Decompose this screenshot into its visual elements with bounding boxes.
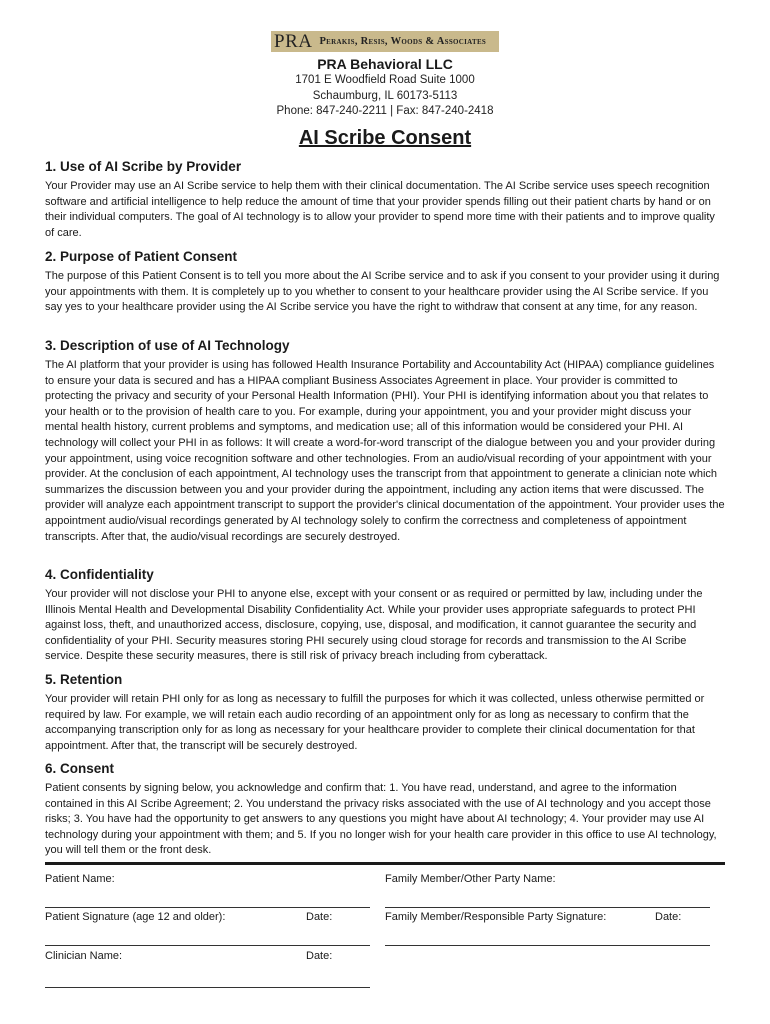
patient-signature-date-label: Date: xyxy=(306,911,333,923)
org-name: PRA Behavioral LLC xyxy=(317,56,453,72)
section-body: The purpose of this Patient Consent is to tell you more about the AI Scribe service and to ask if you consent to your provider using it during your appointments with them. It is completely up to you whether to consent to your healthcare provider using the AI Scribe service. If you say yes to your healthcare provider using the AI Scribe service you have the right to withdraw that consent at any time, for any reason. xyxy=(45,270,720,314)
section-body: Your provider will not disclose your PHI to anyone else, except with your consent or as required or permitted by law, including under the Illinois Mental Health and Developmental Disability Confidentiality Act. While your provider uses appropriate safeguards to protect PHI against loss, theft, and unauthorized access, disclosure, copying, use, disposal, and modification, it cannot guarantee the security and confidentiality of your PHI. Security measures storing PHI securely using cloud storage for records and transmission to the AI Scribe service. Despite these security measures, there is still risk of privacy breach including from cyberattack. xyxy=(45,588,703,663)
clinician-name-label: Clinician Name: xyxy=(45,950,123,962)
logo-mark: PRA xyxy=(274,31,313,52)
family-signature-label: Family Member/Responsible Party Signature: xyxy=(385,911,607,923)
section-body: Your Provider may use an AI Scribe service to help them with their clinical documentation. The AI Scribe service uses speech recognition software and artificial intelligence to help reduce the amount of time that your provider spends filling out their patient charts by hand or on their individual computers. The goal of AI technology is to allow your provider to spend more time with their patients and to improve quality of care. xyxy=(45,180,715,239)
company-logo xyxy=(271,31,499,52)
section-use-of-ai-scribe xyxy=(45,158,725,241)
section-body: Your provider will retain PHI only for as long as necessary to fulfill the purposes for which it was collected, unless otherwise permitted or required by law. For example, we will retain each audio recording of an appointment only for as long as necessary to confirm that the accompanying transcription only for as long as necessary for your healthcare provider to complete their clinical documentation for that appointment. After that, the transcript will be securely destroyed. xyxy=(45,693,705,752)
section-heading: 6. Consent xyxy=(45,761,115,776)
section-description-of-ai xyxy=(45,337,725,545)
section-heading: 3. Description of use of AI Technology xyxy=(45,338,290,353)
document-title: AI Scribe Consent xyxy=(298,127,472,149)
org-address-line1: 1701 E Woodfield Road Suite 1000 xyxy=(295,74,475,86)
section-heading: 2. Purpose of Patient Consent xyxy=(45,249,238,264)
section-body: The AI platform that your provider is using has followed Health Insurance Portability and Accountability Act (HIPAA) compliance guidelines to ensure your data is secured and has a HIPAA compliant Business Associates Agreement in place. Your provider is committed to protecting the privacy and security of your Personal Health Information (PHI). Your PHI is identifying information about you that relates to your health or to the provision of health care to you. For example, during your appointment, you and your provider might discuss your mental health history, current problems and symptoms, and medication use; all of this information would be considered your PHI. AI technology will collect your PHI in as follows: It will create a word-for-word transcript of the dialogue between you and your provider during your appointment, using voice recognition software and other technologies. From an audio/visual recording of your appointment with your provider. At the conclusion of each appointment, AI technology uses the transcript from that appointment to generate a clinician note which summarizes the discussion between you and your provider during the appointment, including any action items that were discussed. The provider will analyze each appointment transcript to support the provider's clinical documentation of the appointment. Your provider uses the appointment audio/visual recordings generated by AI technology solely to confirm the correctness and completeness of appointment transcripts. After that, the audio/visual recordings are securely destroyed. xyxy=(45,359,725,543)
logo-name: Perakis, Resis, Woods & Associates xyxy=(319,36,487,47)
org-address-line2: Schaumburg, IL 60173-5113 xyxy=(312,90,458,102)
family-member-name-label: Family Member/Other Party Name: xyxy=(385,873,556,885)
patient-name-line[interactable] xyxy=(45,907,370,908)
section-retention xyxy=(45,671,725,754)
section-consent xyxy=(45,760,725,859)
section-confidentiality xyxy=(45,566,725,665)
patient-name-label: Patient Name: xyxy=(45,873,115,885)
section-heading: 1. Use of AI Scribe by Provider xyxy=(45,159,242,174)
section-heading: 4. Confidentiality xyxy=(45,567,154,582)
patient-signature-label: Patient Signature (age 12 and older): xyxy=(45,911,226,923)
section-body: Patient consents by signing below, you acknowledge and confirm that: 1. You have read, understand, and agree to the information contained in this AI Scribe Agreement; 2. You understand the privacy risks associated with the use of AI technology and you accept those risks; 3. You have had the opportunity to get answers to any questions you might have about AI technology; 4. Your provider may use AI technology during your appointment with them; and 5. If you no longer wish for your health care provider in this office to use AI technology, you will tell them or the front desk. xyxy=(45,782,717,857)
clinician-signature-line[interactable] xyxy=(45,987,370,988)
family-signature-date-label: Date: xyxy=(655,911,682,923)
divider-rule xyxy=(45,862,725,865)
clinician-date-label: Date: xyxy=(306,950,333,962)
section-heading: 5. Retention xyxy=(45,672,123,687)
patient-signature-line[interactable] xyxy=(45,945,370,946)
section-purpose-of-consent xyxy=(45,248,725,316)
org-phone-fax: Phone: 847-240-2211 | Fax: 847-240-2418 xyxy=(276,105,494,117)
family-signature-line[interactable] xyxy=(385,945,710,946)
family-member-name-line[interactable] xyxy=(385,907,710,908)
